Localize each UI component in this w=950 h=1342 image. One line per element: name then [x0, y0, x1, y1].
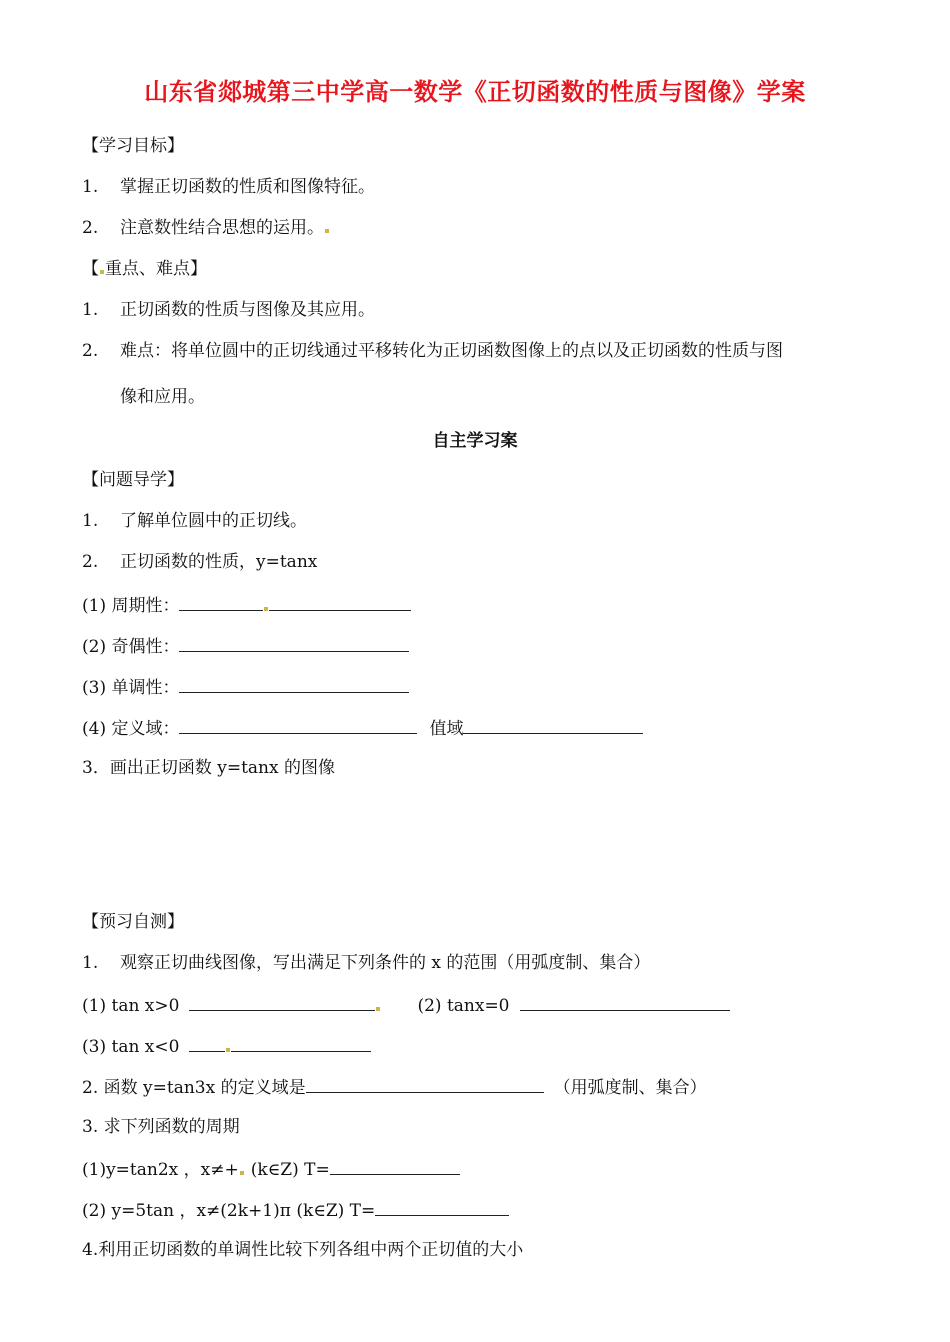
item-number: 1. — [82, 511, 99, 531]
item-text: 了解单位圆中的正切线。 — [120, 511, 307, 531]
answer-blank[interactable] — [463, 715, 643, 734]
heading-text: 重点、难点】 — [105, 259, 207, 279]
selftest-q2 — [82, 1074, 707, 1100]
guide-item — [82, 550, 317, 574]
item-number: 2. — [82, 341, 99, 361]
property-parity — [82, 633, 409, 659]
answer-blank[interactable] — [330, 1156, 460, 1175]
scan-mark — [226, 1048, 230, 1052]
selftest-q1-part3 — [82, 1033, 371, 1059]
part-label: (2) tanx=0 — [417, 996, 510, 1016]
answer-blank[interactable] — [375, 1197, 509, 1216]
item-text: 注意数性结合思想的运用。 — [120, 218, 324, 238]
item-number: 1. — [82, 953, 99, 973]
objectives-heading: 【学习目标】 — [82, 136, 184, 156]
item-text: 难点：将单位圆中的正切线通过平移转化为正切函数图像上的点以及正切函数的性质与图 — [120, 341, 783, 361]
part-label: (1) tan x>0 — [82, 996, 180, 1016]
scan-mark — [325, 229, 329, 233]
key-point-item — [82, 339, 783, 363]
scan-mark — [240, 1171, 244, 1175]
item-number: 2. — [82, 552, 99, 572]
item-text: 正切函数的性质，y=tanx — [120, 552, 318, 572]
scan-mark — [376, 1007, 380, 1011]
answer-blank[interactable] — [269, 592, 411, 611]
objective-item — [82, 175, 375, 199]
part-label: (3) tan x<0 — [82, 1037, 180, 1057]
scan-mark — [100, 270, 104, 274]
item-number: 1. — [82, 177, 99, 197]
selftest-q4: 4.利用正切函数的单调性比较下列各组中两个正切值的大小 — [82, 1240, 524, 1260]
item-number: 1. — [82, 300, 99, 320]
property-periodicity — [82, 592, 411, 618]
selftest-heading: 【预习自测】 — [82, 912, 184, 932]
document-title: 山东省郯城第三中学高一数学《正切函数的性质与图像》学案 — [144, 78, 806, 106]
property-domain-range — [82, 715, 643, 741]
part-label: (2) y=5tan ，x≠(2k+1)π (k∈Z) T= — [82, 1201, 376, 1221]
objective-item — [82, 216, 330, 240]
answer-blank[interactable] — [179, 715, 417, 734]
item-number: 2. — [82, 218, 99, 238]
answer-blank[interactable] — [179, 674, 409, 693]
selftest-q3-part2 — [82, 1197, 509, 1223]
answer-blank[interactable] — [231, 1033, 371, 1052]
item-text: 观察正切曲线图像，写出满足下列条件的 x 的范围（用弧度制、集合） — [120, 953, 651, 973]
answer-blank[interactable] — [306, 1074, 544, 1093]
bracket-left: 【 — [82, 259, 99, 279]
answer-blank[interactable] — [189, 1033, 225, 1052]
q2-note: （用弧度制、集合） — [553, 1078, 707, 1098]
part-label: (1)y=tan2x ，x≠+ — [82, 1160, 239, 1180]
section-title: 自主学习案 — [432, 431, 518, 451]
guide-heading: 【问题导学】 — [82, 470, 184, 490]
draw-graph-item: 3．画出正切函数 y=tanx 的图像 — [82, 758, 335, 778]
item-text: 掌握正切函数的性质和图像特征。 — [120, 177, 375, 197]
property-label: (3) 单调性： — [82, 678, 180, 698]
answer-blank[interactable] — [179, 633, 409, 652]
property-monotonicity — [82, 674, 409, 700]
key-points-heading — [82, 257, 207, 281]
guide-item — [82, 509, 307, 533]
item-text: 正切函数的性质与图像及其应用。 — [120, 300, 375, 320]
scan-mark — [264, 607, 268, 611]
selftest-q1-parts — [82, 992, 730, 1018]
answer-blank[interactable] — [179, 592, 263, 611]
answer-blank[interactable] — [189, 992, 375, 1011]
property-label: (4) 定义域： — [82, 719, 180, 739]
q2-text: 2. 函数 y=tan3x 的定义域是 — [82, 1078, 306, 1098]
range-label: 值域 — [429, 719, 464, 739]
answer-blank[interactable] — [520, 992, 730, 1011]
key-point-item — [82, 298, 375, 322]
property-label: (2) 奇偶性： — [82, 637, 180, 657]
selftest-q3-part1 — [82, 1156, 460, 1182]
key-point-continuation: 像和应用。 — [120, 387, 205, 407]
selftest-q3-heading: 3. 求下列函数的周期 — [82, 1117, 240, 1137]
property-label: (1) 周期性： — [82, 596, 180, 616]
part-rest: (k∈Z) T= — [250, 1160, 330, 1180]
selftest-q1 — [82, 951, 650, 975]
